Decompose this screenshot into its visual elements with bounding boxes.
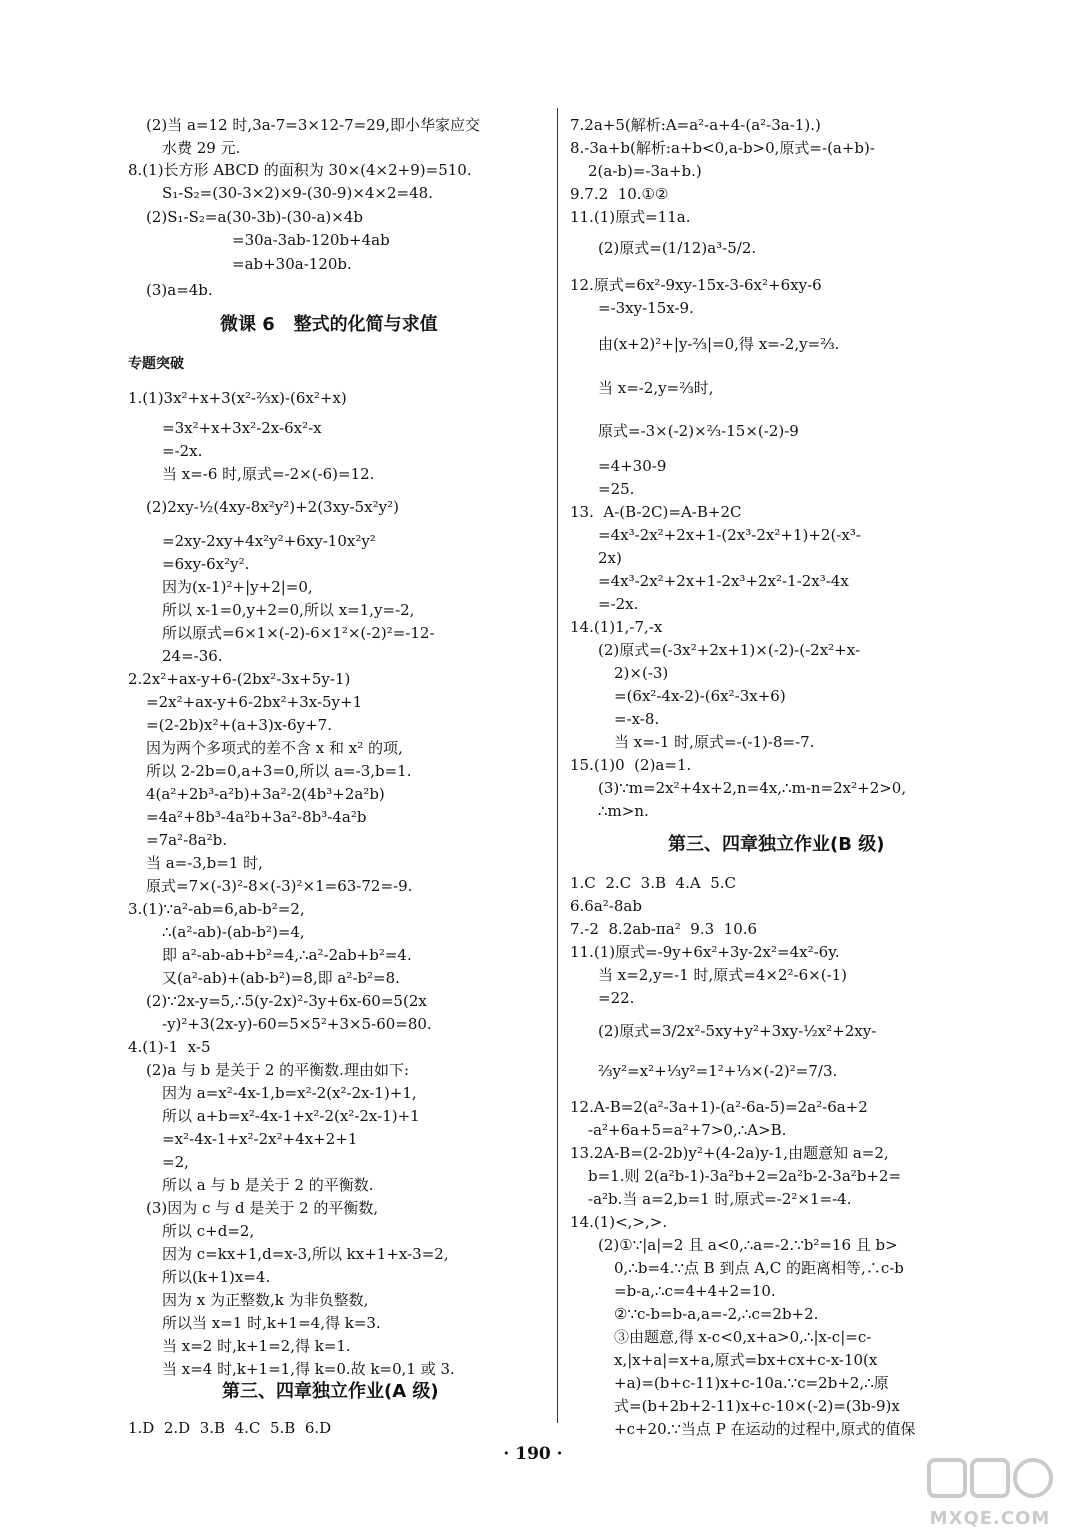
text-line: 原式=-3×(-2)×⅔-15×(-2)-9: [598, 422, 799, 440]
text-line: (2)∵2x-y=5,∴5(y-2x)²-3y+6x-60=5(2x: [146, 992, 427, 1010]
text-line: (3)∵m=2x²+4x+2,n=4x,∴m-n=2x²+2>0,: [598, 779, 907, 797]
text-line: 1.D 2.D 3.B 4.C 5.B 6.D: [128, 1419, 332, 1437]
text-line: 所以 x-1=0,y+2=0,所以 x=1,y=-2,: [162, 601, 415, 619]
text-line: ⅔y²=x²+⅓y²=1²+⅓×(-2)²=7/3.: [598, 1062, 838, 1080]
text-line: =(2-2b)x²+(a+3)x-6y+7.: [146, 716, 332, 734]
text-line: +c+20.∵当点 P 在运动的过程中,原式的值保: [614, 1420, 916, 1438]
text-line: =2,: [162, 1153, 189, 1171]
text-line: -a²b.当 a=2,b=1 时,原式=-2²×1=-4.: [588, 1190, 852, 1208]
text-line: 当 x=2,y=-1 时,原式=4×2²-6×(-1): [598, 966, 848, 984]
text-line: 4(a²+2b³-a²b)+3a²-2(4b³+2a²b): [146, 785, 385, 803]
text-line: ③由题意,得 x-c<0,x+a>0,∴|x-c|=c-: [614, 1328, 872, 1346]
text-line: =30a-3ab-120b+4ab: [232, 231, 390, 249]
text-line: 因为 c=kx+1,d=x-3,所以 kx+1+x-3=2,: [162, 1245, 449, 1263]
text-line: =4+30-9: [598, 457, 667, 475]
text-line: 9.7.2 10.①②: [570, 185, 669, 203]
subheading: 专题突破: [128, 356, 184, 372]
page-number: · 190 ·: [503, 1444, 563, 1464]
text-line: 8.-3a+b(解析:a+b<0,a-b>0,原式=-(a+b)-: [570, 139, 875, 157]
text-line: 所以 2-2b=0,a+3=0,所以 a=-3,b=1.: [146, 762, 412, 780]
section-heading: 第三、四章独立作业(A 级): [222, 1381, 439, 1402]
text-line: =2xy-2xy+4x²y²+6xy-10x²y²: [162, 532, 376, 550]
text-line: 7.-2 8.2ab-πa² 9.3 10.6: [570, 920, 758, 938]
text-line: -a²+6a+5=a²+7>0,∴A>B.: [588, 1121, 787, 1139]
text-line: ∴(a²-ab)-(ab-b²)=4,: [162, 923, 305, 941]
text-line: 因为 a=x²-4x-1,b=x²-2(x²-2x-1)+1,: [162, 1084, 417, 1102]
text-line: (3)因为 c 与 d 是关于 2 的平衡数,: [146, 1199, 379, 1217]
text-line: 所以当 x=1 时,k+1=4,得 k=3.: [162, 1314, 381, 1332]
text-line: (2)原式=3/2x²-5xy+y²+3xy-½x²+2xy-: [598, 1022, 877, 1040]
text-line: 2(a-b)=-3a+b.): [588, 162, 702, 180]
text-line: 15.(1)0 (2)a=1.: [570, 756, 692, 774]
text-line: =4a²+8b³-4a²b+3a²-8b³-4a²b: [146, 808, 367, 826]
text-line: 由(x+2)²+|y-⅔|=0,得 x=-2,y=⅔.: [598, 335, 840, 353]
text-line: 所以 a 与 b 是关于 2 的平衡数.: [162, 1176, 374, 1194]
text-line: 当 x=-1 时,原式=-(-1)-8=-7.: [614, 733, 815, 751]
text-line: x,|x+a|=x+a,原式=bx+cx+c-x-10(x: [614, 1351, 878, 1369]
text-line: =ab+30a-120b.: [232, 255, 352, 273]
section-heading: 第三、四章独立作业(B 级): [668, 834, 885, 855]
text-line: ②∵c-b=b-a,a=-2,∴c=2b+2.: [614, 1305, 819, 1323]
text-line: (3)a=4b.: [146, 281, 213, 299]
text-line: 12.原式=6x²-9xy-15x-3-6x²+6xy-6: [570, 276, 822, 294]
text-line: S₁-S₂=(30-3×2)×9-(30-9)×4×2=48.: [162, 184, 433, 202]
text-line: b=1.则 2(a²b-1)-3a²b+2=2a²b-2-3a²b+2=: [588, 1167, 902, 1185]
text-line: 12.A-B=2(a²-3a+1)-(a²-6a-5)=2a²-6a+2: [570, 1098, 868, 1116]
text-line: 因为(x-1)²+|y+2|=0,: [162, 578, 313, 596]
text-line: =6xy-6x²y².: [162, 555, 250, 573]
text-line: =-2x.: [162, 442, 203, 460]
text-line: 所以 a+b=x²-4x-1+x²-2(x²-2x-1)+1: [162, 1107, 420, 1125]
text-line: 24=-36.: [162, 647, 223, 665]
text-line: 所以(k+1)x=4.: [162, 1268, 271, 1286]
text-line: =7a²-8a²b.: [146, 831, 228, 849]
text-line: =4x³-2x²+2x+1-2x³+2x²-1-2x³-4x: [598, 572, 849, 590]
text-line: 4.(1)-1 x-5: [128, 1038, 211, 1056]
text-line: -y)²+3(2x-y)-60=5×5²+3×5-60=80.: [162, 1015, 432, 1033]
text-line: 1.C 2.C 3.B 4.A 5.C: [570, 874, 736, 892]
text-line: 11.(1)原式=-9y+6x²+3y-2x²=4x²-6y.: [570, 943, 840, 961]
text-line: 13. A-(B-2C)=A-B+2C: [570, 503, 742, 521]
text-line: =25.: [598, 480, 635, 498]
text-line: =(6x²-4x-2)-(6x²-3x+6): [614, 687, 786, 705]
section-heading: 微课 6 整式的化简与求值: [220, 314, 438, 335]
text-line: 14.(1)<,>,>.: [570, 1213, 668, 1231]
text-line: 13.2A-B=(2-2b)y²+(4-2a)y-1,由题意知 a=2,: [570, 1144, 889, 1162]
text-line: 原式=7×(-3)²-8×(-3)²×1=63-72=-9.: [146, 877, 413, 895]
text-line: =3x²+x+3x²-2x-6x²-x: [162, 419, 322, 437]
text-line: (2)2xy-½(4xy-8x²y²)+2(3xy-5x²y²): [146, 498, 399, 516]
text-line: 式=(b+2b+2-11)x+c-10×(-2)=(3b-9)x: [614, 1397, 900, 1415]
text-line: 当 a=-3,b=1 时,: [146, 854, 263, 872]
text-line: 2x): [598, 549, 622, 567]
text-line: 当 x=4 时,k+1=1,得 k=0.故 k=0,1 或 3.: [162, 1360, 455, 1378]
column-divider: [557, 108, 558, 1423]
text-line: =2x²+ax-y+6-2bx²+3x-5y+1: [146, 693, 363, 711]
text-line: ∴m>n.: [598, 802, 649, 820]
text-line: 2)×(-3): [614, 664, 669, 682]
text-line: 14.(1)1,-7,-x: [570, 618, 663, 636]
text-line: 0,∴b=4.∵点 B 到点 A,C 的距离相等,∴c-b: [614, 1259, 904, 1277]
watermark-logo: [925, 1452, 1055, 1530]
text-line: (2)原式=(-3x²+2x+1)×(-2)-(-2x²+x-: [598, 641, 861, 659]
text-line: 又(a²-ab)+(ab-b²)=8,即 a²-b²=8.: [162, 969, 400, 987]
text-line: 当 x=-2,y=⅔时,: [598, 379, 714, 397]
text-line: (2)原式=(1/12)a³-5/2.: [598, 239, 757, 257]
text-line: 3.(1)∵a²-ab=6,ab-b²=2,: [128, 900, 305, 918]
text-line: +a)=(b+c-11)x+c-10a.∵c=2b+2,∴原: [614, 1374, 889, 1392]
text-line: 水费 29 元.: [162, 139, 241, 157]
text-line: 当 x=-6 时,原式=-2×(-6)=12.: [162, 465, 375, 483]
watermark-icon: [925, 1452, 1055, 1508]
text-line: =-2x.: [598, 595, 639, 613]
text-line: 因为两个多项式的差不含 x 和 x² 的项,: [146, 739, 403, 757]
text-line: 所以原式=6×1×(-2)-6×1²×(-2)²=-12-: [162, 624, 435, 642]
text-line: 当 x=2 时,k+1=2,得 k=1.: [162, 1337, 351, 1355]
text-line: =-3xy-15x-9.: [598, 299, 694, 317]
text-line: =22.: [598, 989, 635, 1007]
text-line: 6.6a²-8ab: [570, 897, 642, 915]
text-line: (2)S₁-S₂=a(30-3b)-(30-a)×4b: [146, 208, 363, 226]
text-line: =b-a,∴c=4+4+2=10.: [614, 1282, 776, 1300]
text-line: 1.(1)3x²+x+3(x²-⅔x)-(6x²+x): [128, 389, 347, 407]
text-line: 即 a²-ab-ab+b²=4,∴a²-2ab+b²=4.: [162, 946, 412, 964]
text-line: 8.(1)长方形 ABCD 的面积为 30×(4×2+9)=510.: [128, 161, 472, 179]
text-line: 11.(1)原式=11a.: [570, 208, 691, 226]
text-line: (2)当 a=12 时,3a-7=3×12-7=29,即小华家应交: [146, 116, 481, 134]
text-line: 因为 x 为正整数,k 为非负整数,: [162, 1291, 369, 1309]
text-line: =-x-8.: [614, 710, 660, 728]
text-line: 所以 c+d=2,: [162, 1222, 255, 1240]
text-line: 7.2a+5(解析:A=a²-a+4-(a²-3a-1).): [570, 116, 821, 134]
text-line: (2)a 与 b 是关于 2 的平衡数.理由如下:: [146, 1061, 409, 1079]
watermark-text: MXQE.COM: [929, 1508, 1051, 1529]
text-line: 2.2x²+ax-y+6-(2bx²-3x+5y-1): [128, 670, 351, 688]
text-line: =4x³-2x²+2x+1-(2x³-2x²+1)+2(-x³-: [598, 526, 861, 544]
text-line: =x²-4x-1+x²-2x²+4x+2+1: [162, 1130, 358, 1148]
text-line: (2)①∵|a|=2 且 a<0,∴a=-2.∵b²=16 且 b>: [598, 1236, 898, 1254]
